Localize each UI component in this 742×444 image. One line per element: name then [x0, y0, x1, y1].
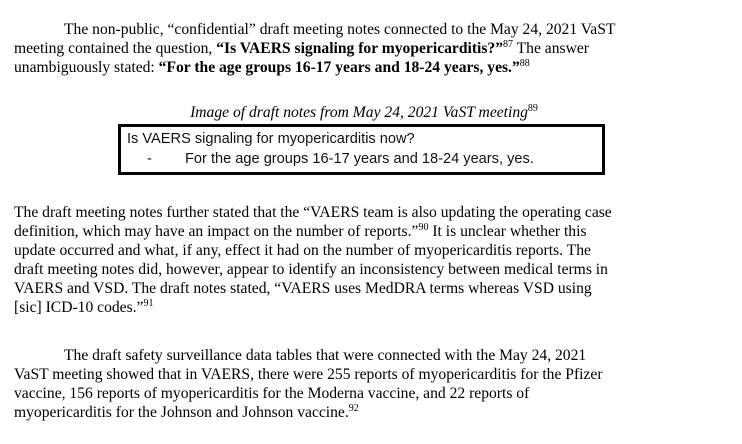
intro-line-2-text: meeting contained the question, — [14, 40, 217, 57]
draft-notes-question: Is VAERS signaling for myopericarditis now? — [127, 131, 415, 147]
draft-notes-image — [118, 124, 605, 175]
footnote-91: 91 — [143, 298, 154, 309]
paragraph-2-line-4: draft meeting notes did, however, appear to identify an inconsistency between medical terms in — [14, 261, 608, 278]
paragraph-3-line-1: The draft safety surveillance data tables that were connected with the May 24, 2021 — [64, 347, 587, 364]
paragraph-draft-notes — [14, 203, 734, 317]
intro-line-3-text: unambiguously stated: — [14, 59, 159, 76]
paragraph-2-line-5: VAERS and VSD. The draft notes stated, “VAERS uses MedDRA terms whereas VSD using — [14, 280, 592, 297]
paragraph-3-line-3: vaccine, 156 reports of myopericarditis for the Moderna vaccine, and 22 reports of — [14, 385, 530, 402]
paragraph-2-line-2 — [14, 222, 734, 241]
question-quote: “Is VAERS signaling for myopericarditis?” — [216, 40, 504, 57]
p3-line-4-text: myopericarditis for the Johnson and Johnson vaccine. — [14, 404, 349, 421]
paragraph-intro — [14, 20, 734, 77]
image-caption — [0, 103, 742, 122]
p2-line-2-text: definition, which may have an impact on the number of reports.” — [14, 223, 419, 240]
caption-text: Image of draft notes from May 24, 2021 VaST meeting — [190, 104, 528, 121]
footnote-89: 89 — [527, 103, 538, 114]
footnote-92: 92 — [348, 403, 359, 414]
intro-line-2-end: The answer — [513, 40, 589, 57]
paragraph-intro-line-3 — [14, 58, 734, 77]
draft-notes-answer-line — [127, 149, 602, 169]
paragraph-3-line-2: VaST meeting showed that in VAERS, there were 255 reports of myopericarditis for the Pfizer — [14, 366, 603, 383]
paragraph-2-line-6 — [14, 298, 734, 317]
paragraph-3-line-4 — [14, 403, 734, 422]
paragraph-2-line-1: The draft meeting notes further stated that the “VAERS team is also updating the operating case — [14, 204, 612, 221]
p2-line-2-end: It is unclear whether this — [428, 223, 587, 240]
p2-line-6-text: [sic] ICD-10 codes.” — [14, 299, 144, 316]
draft-notes-answer: For the age groups 16-17 years and 18-24 years, yes. — [185, 151, 534, 167]
paragraph-intro-line-2 — [14, 39, 734, 58]
footnote-88: 88 — [519, 58, 530, 69]
paragraph-2-line-3: update occurred and what, if any, effect it had on the number of myopericarditis reports. The — [14, 242, 591, 259]
answer-quote: “For the age groups 16-17 years and 18-24 years, yes.” — [158, 59, 520, 76]
footnote-90: 90 — [418, 222, 429, 233]
bullet-dash: - — [147, 151, 152, 167]
image-caption-text — [190, 104, 538, 121]
footnote-87: 87 — [503, 39, 514, 50]
paragraph-intro-line-1: The non-public, “confidential” draft meeting notes connected to the May 24, 2021 VaST — [64, 21, 616, 38]
paragraph-data-tables — [14, 346, 734, 422]
